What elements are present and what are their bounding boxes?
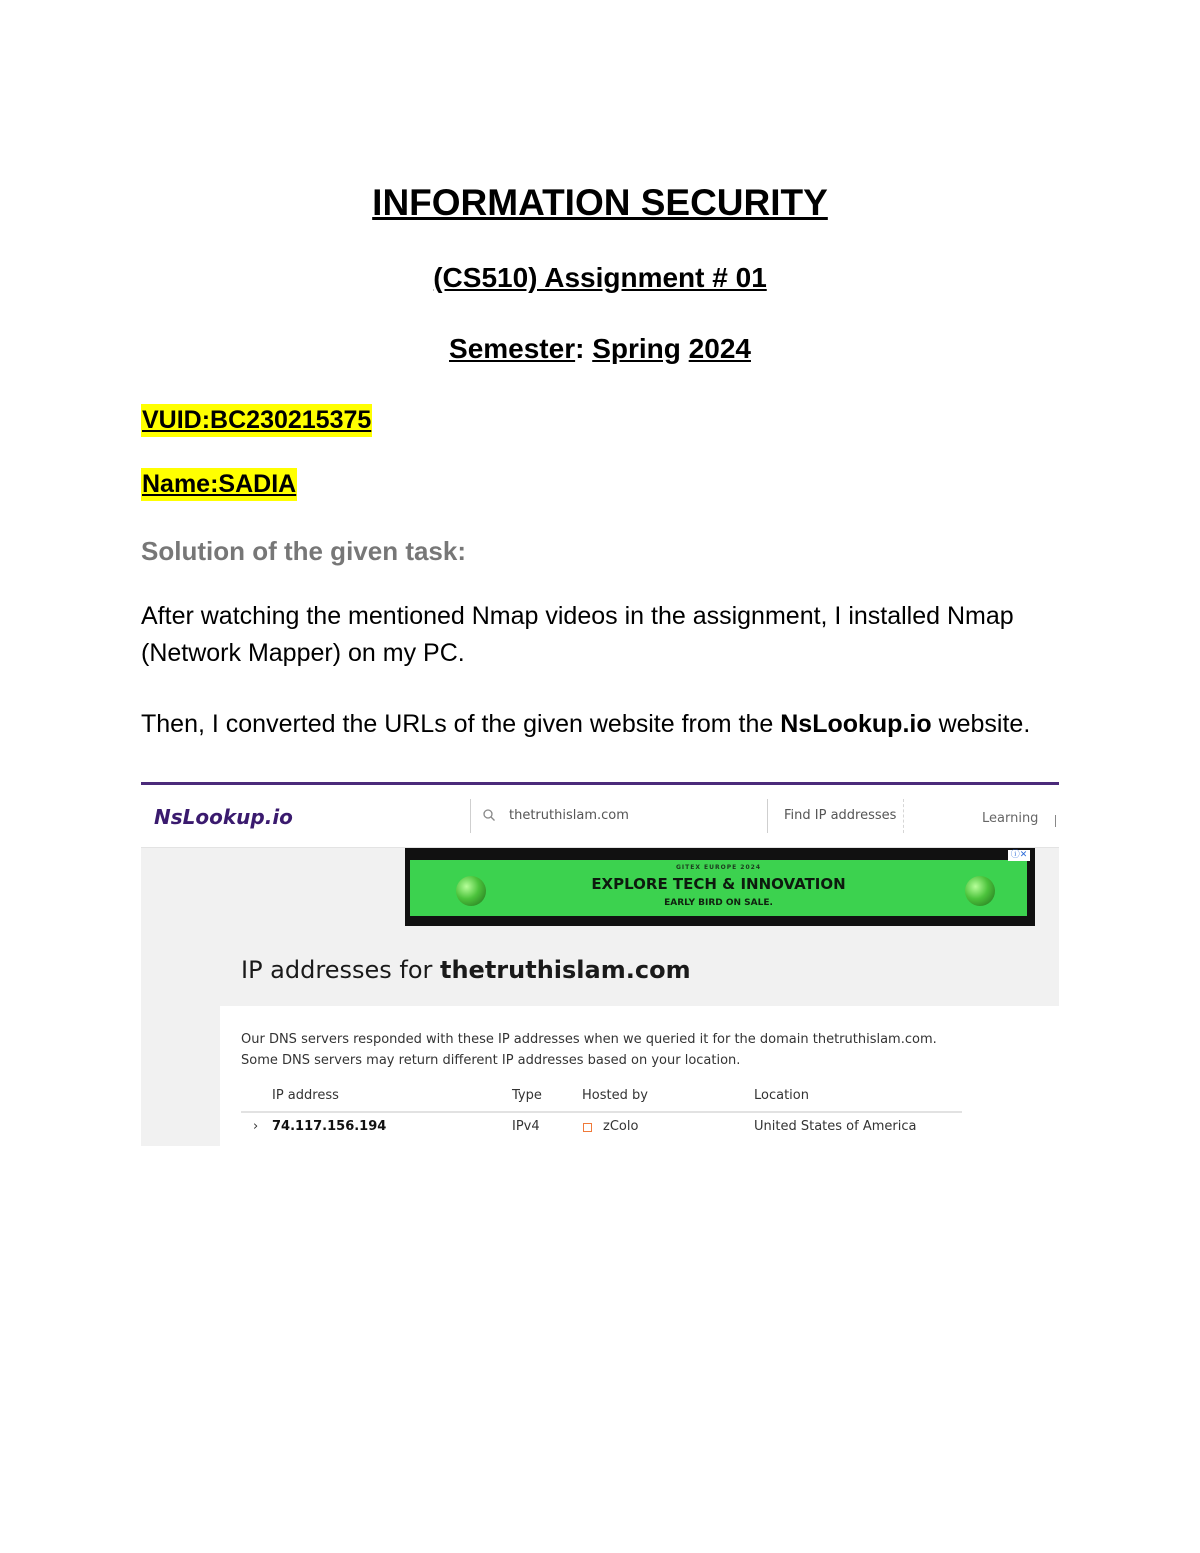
ad-green-panel — [410, 860, 1027, 916]
table-header-divider — [241, 1111, 962, 1113]
ip-results-heading — [241, 956, 691, 984]
heading-prefix: IP addresses for — [241, 956, 440, 984]
advertisement-banner[interactable] — [405, 848, 1035, 926]
table-cell-type: IPv4 — [512, 1119, 540, 1134]
solution-heading: Solution of the given task: — [141, 536, 467, 566]
ad-headline: EXPLORE TECH & INNOVATION — [591, 875, 846, 893]
assignment-subtitle: (CS510) Assignment # 01 — [433, 262, 767, 293]
semester-colon: : — [575, 333, 585, 364]
page-left-gutter — [141, 1006, 220, 1146]
search-icon — [483, 809, 495, 821]
dns-description: Our DNS servers responded with these IP addresses when we queried it for the domain thetruthislam.com. Some DNS servers may return different IP addresses based on your location. — [241, 1032, 937, 1068]
find-ip-label: Find IP addresses — [784, 808, 897, 823]
nslookup-bold: NsLookup.io — [780, 710, 932, 738]
site-header — [141, 785, 1059, 848]
semester-season: Spring — [592, 333, 681, 364]
column-header-hosted-by: Hosted by — [582, 1088, 648, 1103]
semester-label: Semester — [449, 333, 576, 364]
document-title: INFORMATION SECURITY — [372, 182, 828, 223]
vuid-highlight: VUID:BC230215375 — [141, 404, 372, 437]
paragraph-converted-start: Then, I converted the URLs of the given website from the — [141, 710, 781, 738]
host-logo-icon — [583, 1123, 592, 1132]
paragraph-converted — [141, 706, 1061, 743]
paragraph-install: After watching the mentioned Nmap videos in the assignment, I installed Nmap (Network Mapper) on my PC. — [141, 602, 1014, 667]
nav-divider — [1055, 815, 1056, 827]
expand-row-chevron-icon[interactable]: › — [253, 1119, 259, 1134]
table-cell-ip[interactable]: 74.117.156.194 — [272, 1119, 387, 1134]
name-highlight: Name:SADIA — [141, 468, 297, 501]
table-cell-hosted-by: zColo — [603, 1119, 639, 1134]
nslookup-screenshot — [141, 782, 1059, 1146]
nslookup-logo[interactable]: NsLookup.io — [154, 805, 293, 829]
column-header-location: Location — [754, 1088, 809, 1103]
heading-domain: thetruthislam.com — [440, 956, 691, 984]
nav-learning-link[interactable]: Learning — [982, 811, 1039, 826]
search-input[interactable]: thetruthislam.com — [509, 808, 629, 823]
ad-subline: EARLY BIRD ON SALE. — [664, 898, 773, 908]
paragraph-converted-end: website. — [931, 710, 1031, 738]
ad-close-icon[interactable]: ⓘ✕ — [1008, 850, 1030, 861]
column-header-type: Type — [512, 1088, 542, 1103]
ad-small-text: GITEX EUROPE 2024 — [675, 864, 762, 871]
table-cell-location: United States of America — [754, 1119, 917, 1134]
column-header-ip: IP address — [272, 1088, 339, 1103]
semester-year: 2024 — [688, 333, 751, 364]
semester-line — [0, 333, 1200, 365]
domain-search-box[interactable] — [470, 799, 768, 833]
find-ip-button[interactable] — [767, 799, 904, 833]
